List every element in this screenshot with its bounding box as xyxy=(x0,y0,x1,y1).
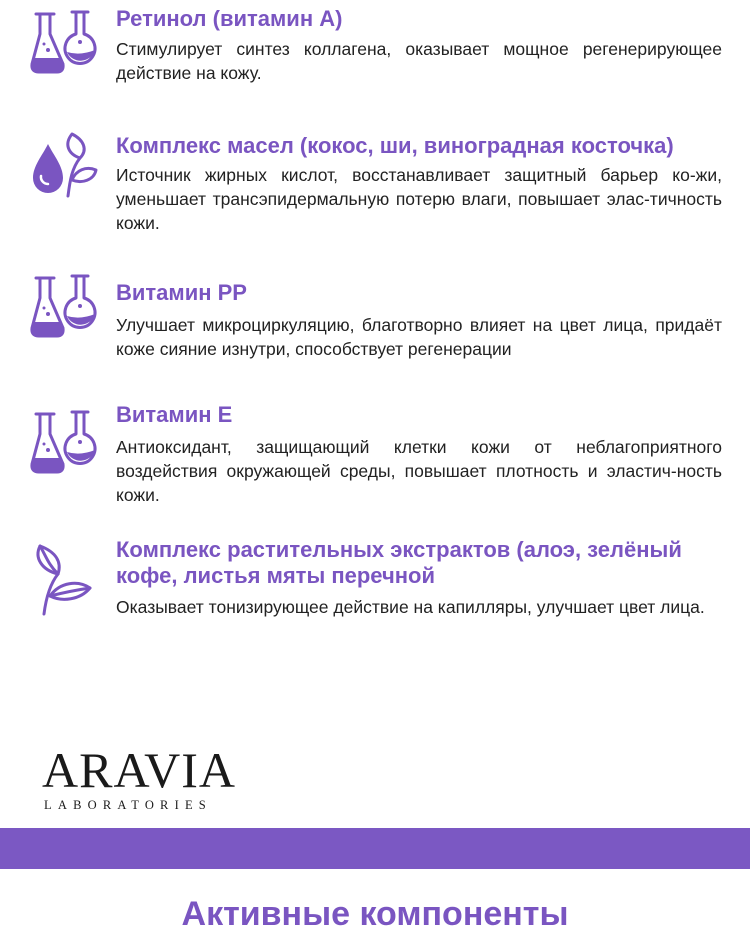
ingredient-description: Антиоксидант, защищающий клетки кожи от неблагоприятного воздействия окружающей среды, повышает плотность и эластич-ность кожи. xyxy=(116,437,722,505)
lab-flasks-icon xyxy=(28,406,100,478)
ingredient-description: Стимулирует синтез коллагена, оказывает мощное регенерирующее действие на кожу. xyxy=(116,39,722,83)
ingredient-title: Витамин Е xyxy=(116,402,233,427)
ingredient-description: Улучшает микроциркуляцию, благотворно влияет на цвет лица, придаёт коже сияние изнутри, способствует регенерации xyxy=(116,315,722,359)
oil-drop-leaf-icon xyxy=(28,130,100,202)
brand-name: ARAVIA xyxy=(42,742,236,798)
ingredient-title: Ретинол (витамин А) xyxy=(116,6,343,31)
ingredient-title: Витамин РР xyxy=(116,280,247,305)
ingredient-title: Комплекс масел (кокос, ши, виноградная косточка) xyxy=(116,133,674,158)
section-heading: Активные компоненты xyxy=(181,895,569,933)
ingredient-description: Оказывает тонизирующее действие на капилляры, улучшает цвет лица. xyxy=(116,597,705,617)
brand-logo xyxy=(42,742,282,814)
accent-band xyxy=(0,828,750,869)
lab-flasks-icon xyxy=(28,270,100,342)
ingredient-description: Источник жирных кислот, восстанавливает защитный барьер ко-жи, уменьшает трансэпидермальную потерю влаги, повышает элас-тичность кожи. xyxy=(116,165,722,233)
ingredient-title: Комплекс растительных экстрактов (алоэ, зелёный кофе, листья мяты перечной xyxy=(116,537,682,588)
leaves-outline-icon xyxy=(28,544,100,616)
lab-flasks-icon xyxy=(28,6,100,78)
brand-subtitle: LABORATORIES xyxy=(44,798,212,812)
